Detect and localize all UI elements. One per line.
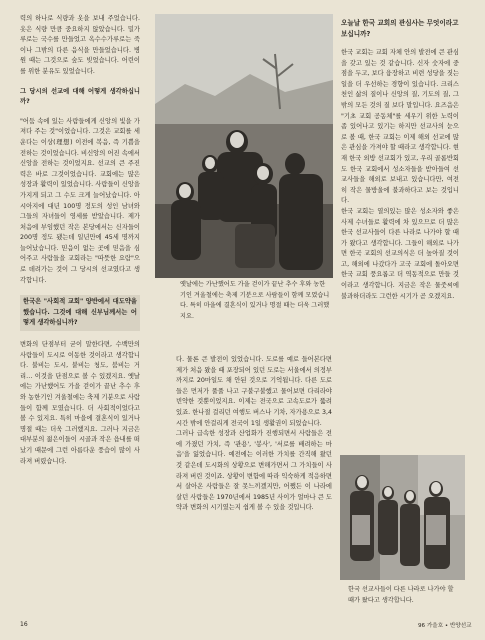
photo-caption-missionaries: 한국 선교사들이 다른 나라로 나가야 할 때가 왔다고 생각합니다. (348, 586, 454, 604)
body-paragraph: 변화의 단점부터 굳이 말한다면, 수백만의 사람들이 도시로 이동한 것이라고 생각합니다. 불비는 도시, 붙비는 청도, 붐비는 거리… 이것을 단점으로 볼 수 있겠지요. 옛날에는 가난했어도 가을 걷이가 끝난 추수 후와 농한기인 겨울철에는 축제 기분으로 사람들이 함께 모였습니다. 더 사회적이었다고 볼 수 있지요. 특히 마을에 결혼식이 있거나 명절 때는 더욱 그러했지요. 그러나 지금은 대부분의 젊은이들이 시골과 작은 읍내를 떠났기 때문에 그런 아름다운 풍습이 많이 사라져 버렸습니다. (20, 341, 140, 465)
body-paragraph: 한국 교회는 열의있는 많은 성소자와 좋은 사제 수녀들로 활력에 차 있으므로 더 많은 한국 선교사들이 다른 나라로 나가야 할 때가 왔다고 생각합니다. 그들이 해외로 나가면 한국 교회의 선교의식은 더 높아질 것이고, 해외에 나갔다가 고국 교회에 돌아오면 한국 교회 풍요롭고 더 역동적으로 만들 것이라고 생각합니다. 지금은 작은 물줏씨에 불과하더라도 그런한 시기가 곧 오겠지요. (341, 207, 459, 300)
middle-column (176, 355, 332, 514)
page-number: 16 (20, 621, 28, 628)
missionaries-family-illustration (340, 455, 465, 580)
right-column (341, 48, 459, 302)
body-paragraph: 력의 하나로 식량과 옷을 보내 주었습니다. 옷은 식량 만큼 중요하지 않았습니다. 밀가루로는 국수를 만들었고 옥수수가루로는 죽이나 그밖의 다른 음식을 만들었습니다. 병원 때는 그것으로 숲도 빚었습니다. 어린이를 위한 분유도 있었습니다. (20, 15, 140, 75)
village-children-photo (155, 14, 333, 278)
village-children-illustration (155, 14, 333, 278)
body-paragraph: 그러나 급속한 성장과 산업화가 진행되면서 사람들은 전에 가졌던 가치, 즉 '관용', '봉사', '서로를 배려하는 마음'을 잃었습니다. 예전에는 이러한 가치를 간직해 왔던 것 같은데 도시화의 상황으로 변해가면서 그 가치들이 사라져 버린 것이죠. 상황이 변함에 따라 익숙하게 적응하면서 살아온 사람들은 잘 못느끼겠지만, 어쨌든 이 나라에 살던 사람들은 1970년에서 1985년 사이가 얼마나 큰 도약과 변화의 시기였는지 쉽게 볼 수 있을 것입니다. (176, 430, 332, 512)
body-paragraph: "어둠 속에 있는 사람들에게 신앙의 빛을 가져다 주는 것"이었습니다. 그것은 교회를 세운다는 이상(理想) 이전에 복음, 즉 기쁨을 전하는 것이었습니다. 비신앙의 어진 속에서 신앙을 전하는 것이었지요. 선교의 큰 주진력은 바로 그것이었습니다. 교회에는 많은 성장과 활력이 있었습니다. 사람들이 신앙을 가지게 되고 그 수도 크게 늘어났습니다. 아시아지에 대년 100명 정도의 성인 남녀와 그들의 자녀들이 영세를 받았습니다. 제가 처음에 부임했던 작은 본당에서는 신자들이 200명 정도 됐는데 일년만에 45세 명까지 늘어났습니다. 믿음이 없는 곳에 믿음을 심어주고 사람들을 교회라는 "따뜻한 요람"으로 데려가는 것이 그 당시의 선교였다고 생각합니다. (20, 117, 140, 284)
body-paragraph: 한국 교회는 교회 자체 안의 발전에 큰 관심을 갖고 있는 것 같습니다. 신자 숫자에 중점을 두고, 보다 융장하고 비련 성당을 짓는 일을 더 우선하는 경향이 있습니다. 크리스천인 삶의 질이나 신앙의 질, 기도의 질, 그밖의 모든 것의 질 보다 말입니다. 요즈음은 "기초 교회 공동체"를 세우기 위한 노력이 좀 있어나고 있기는 하지만 선교사의 눈으로 볼 때, 한국 교회는 이제 해외 선교에 많은 관심을 가져야 할 때라고 생각합니다. 현재 한국 외방 선교회가 있고, 우리 골롬반회도 한국 교회에서 성소자들을 받아들여 선교사들을 해외로 보내고 있습니다만, 여전히 작은 물방울에 불과하다고 보는 것입니다. (341, 49, 459, 205)
interview-question: 그 당시의 선교에 대해 어떻게 생각하십니까? (20, 87, 140, 106)
interview-question: 한국은 "사회적 교회" 양반에서 대도약을 했습니다. 그것에 대해 신부님께서는 어떻게 생각하십니까? (20, 295, 140, 331)
question-heading-church-concern: 오늘날 한국 교회의 관심사는 무엇이라고 보십니까? (341, 19, 459, 38)
photo-caption-village: 옛날에는 가난했어도 가을 걷이가 끝난 추수 후와 농한기인 겨울철에는 축제 기분으로 사람들이 함께 모였습니다. 특히 마을에 결혼식이 있거나 명절 때는 더욱 그러했지요. (180, 281, 330, 320)
issue-footer: 96 가을호 • 반양선교 (418, 623, 472, 629)
left-column (20, 14, 140, 467)
body-paragraph: 다. 물론 큰 발전이 있었습니다. 도로를 예로 들어본다면 제가 처음 왔을 때 포장되어 있던 도로는 서울에서 의정부까지로 20마일도 채 안된 것으로 기억됩니다. 다른 도로들은 먼저가 풀풀 나고 구불구불했고 물어보면 다리라야 빈약한 것뿐이었지요. 이제는 전국으로 고속도로가 뚫려있죠. 한나절 걸리던 여행도 버스나 기차, 자가용으로 3,4시간 밖에 안걸리게 전국이 1일 생활권이 되었습니다. (176, 356, 332, 427)
missionaries-family-photo (340, 455, 465, 580)
